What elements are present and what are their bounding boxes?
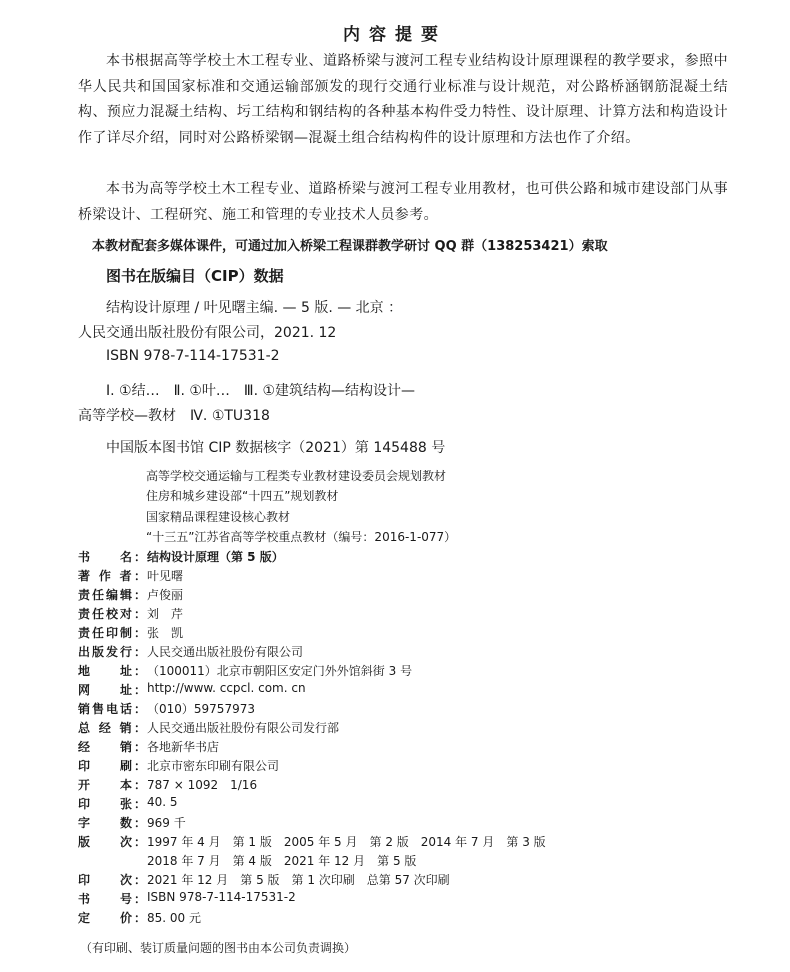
info-label: 总 经 销： — [78, 721, 146, 735]
info-value: 北京市密东印刷有限公司 — [147, 759, 280, 773]
info-value: 85. 00 元 — [147, 911, 201, 925]
info-value: 1997 年 4 月 第 1 版 2005 年 5 月 第 2 版 2014 年 7 月 第 3 版 — [147, 835, 546, 849]
info-value: 卢俊丽 — [147, 588, 184, 602]
info-value: 40. 5 — [147, 795, 178, 809]
info-value: 人民交通出版社股份有限公司发行部 — [147, 721, 340, 735]
info-label: 印 张： — [78, 797, 146, 811]
info-value: 2018 年 7 月 第 4 版 2021 年 12 月 第 5 版 — [147, 854, 417, 868]
cip-classification-2: 高等学校—教材 Ⅳ. ①TU318 — [78, 408, 270, 424]
info-value: 结构设计原理（第 5 版） — [147, 550, 284, 564]
info-value: （100011）北京市朝阳区安定门外外馆斜街 3 号 — [147, 664, 413, 678]
info-label: 责任编辑： — [78, 588, 146, 602]
info-value: 张 凯 — [147, 626, 184, 640]
summary-paragraph-2: 本书为高等学校土木工程专业、道路桥梁与渡河工程专业用教材，也可供公路和城市建设部门从事桥梁设计、工程研究、施工和管理的专业技术人员参考。 — [78, 181, 728, 223]
info-value: 2021 年 12 月 第 5 版 第 1 次印刷 总第 57 次印刷 — [147, 873, 450, 887]
info-label: 责任印制： — [78, 626, 146, 640]
info-label: 地 址： — [78, 664, 146, 678]
series-line-2: 住房和城乡建设部“十四五”规划教材 — [146, 489, 339, 503]
info-label: 定 价： — [78, 911, 146, 925]
summary-paragraph-1: 本书根据高等学校土木工程专业、道路桥梁与渡河工程专业结构设计原理课程的教学要求，参照中华人民共和国国家标准和交通运输部颁发的现行交通行业标准与设计规范，对公路桥涵钢筋混凝土结构、预应力混凝土结构、圬工结构和钢结构的各种基本构件受力特性、设计原理、计算方法和构造设计作了详尽介绍，同时对公路桥梁钢—混凝土组合结构构件的设计原理和方法也作了介绍。 — [78, 53, 728, 146]
info-value: http://www. ccpcl. com. cn — [147, 681, 306, 695]
info-value: 969 千 — [147, 816, 186, 830]
cip-isbn: ISBN 978-7-114-17531-2 — [106, 348, 280, 364]
cip-heading: 图书在版编目（CIP）数据 — [106, 267, 284, 285]
series-line-3: 国家精品课程建设核心教材 — [146, 510, 291, 524]
info-label: 责任校对： — [78, 607, 146, 621]
series-line-4: “十三五”江苏省高等学校重点教材（编号：2016-1-077） — [146, 530, 457, 544]
info-label: 字 数： — [78, 816, 146, 830]
info-value: 叶见曙 — [147, 569, 184, 583]
info-label: 经 销： — [78, 740, 146, 754]
quality-guarantee-note: （有印刷、装订质量问题的图书由本公司负责调换） — [80, 941, 357, 955]
info-value: 各地新华书店 — [147, 740, 220, 754]
info-label: 版 次： — [78, 835, 146, 849]
info-label: 出版发行： — [78, 645, 146, 659]
info-label: 书 号： — [78, 892, 146, 906]
info-value: 人民交通出版社股份有限公司 — [147, 645, 304, 659]
summary-title: 内容提要 — [343, 25, 447, 45]
info-label: 著 作 者： — [78, 569, 146, 583]
info-value: （010）59757973 — [147, 702, 255, 716]
info-value: 787 × 1092 1/16 — [147, 778, 258, 792]
info-label: 网 址： — [78, 683, 146, 697]
cip-classification-1: Ⅰ. ①结… Ⅱ. ①叶… Ⅲ. ①建筑结构—结构设计— — [106, 383, 416, 399]
cip-record-number: 中国版本图书馆 CIP 数据核字（2021）第 145488 号 — [106, 440, 446, 456]
series-line-1: 高等学校交通运输与工程类专业教材建设委员会规划教材 — [146, 469, 447, 483]
cip-line-2: 人民交通出版社股份有限公司，2021. 12 — [78, 325, 337, 341]
info-label: 销售电话： — [78, 702, 146, 716]
info-value: ISBN 978-7-114-17531-2 — [147, 890, 296, 904]
cip-line-1: 结构设计原理 / 叶见曙主编. — 5 版. — 北京 ： — [106, 300, 403, 316]
info-label: 开 本： — [78, 778, 146, 792]
info-label: 书 名： — [78, 550, 146, 564]
info-label: 印 次： — [78, 873, 146, 887]
info-label: 印 刷： — [78, 759, 146, 773]
info-value: 刘 芹 — [147, 607, 184, 621]
courseware-notice: 本教材配套多媒体课件，可通过加入桥梁工程课群教学研讨 QQ 群（138253421）索取 — [92, 239, 608, 254]
